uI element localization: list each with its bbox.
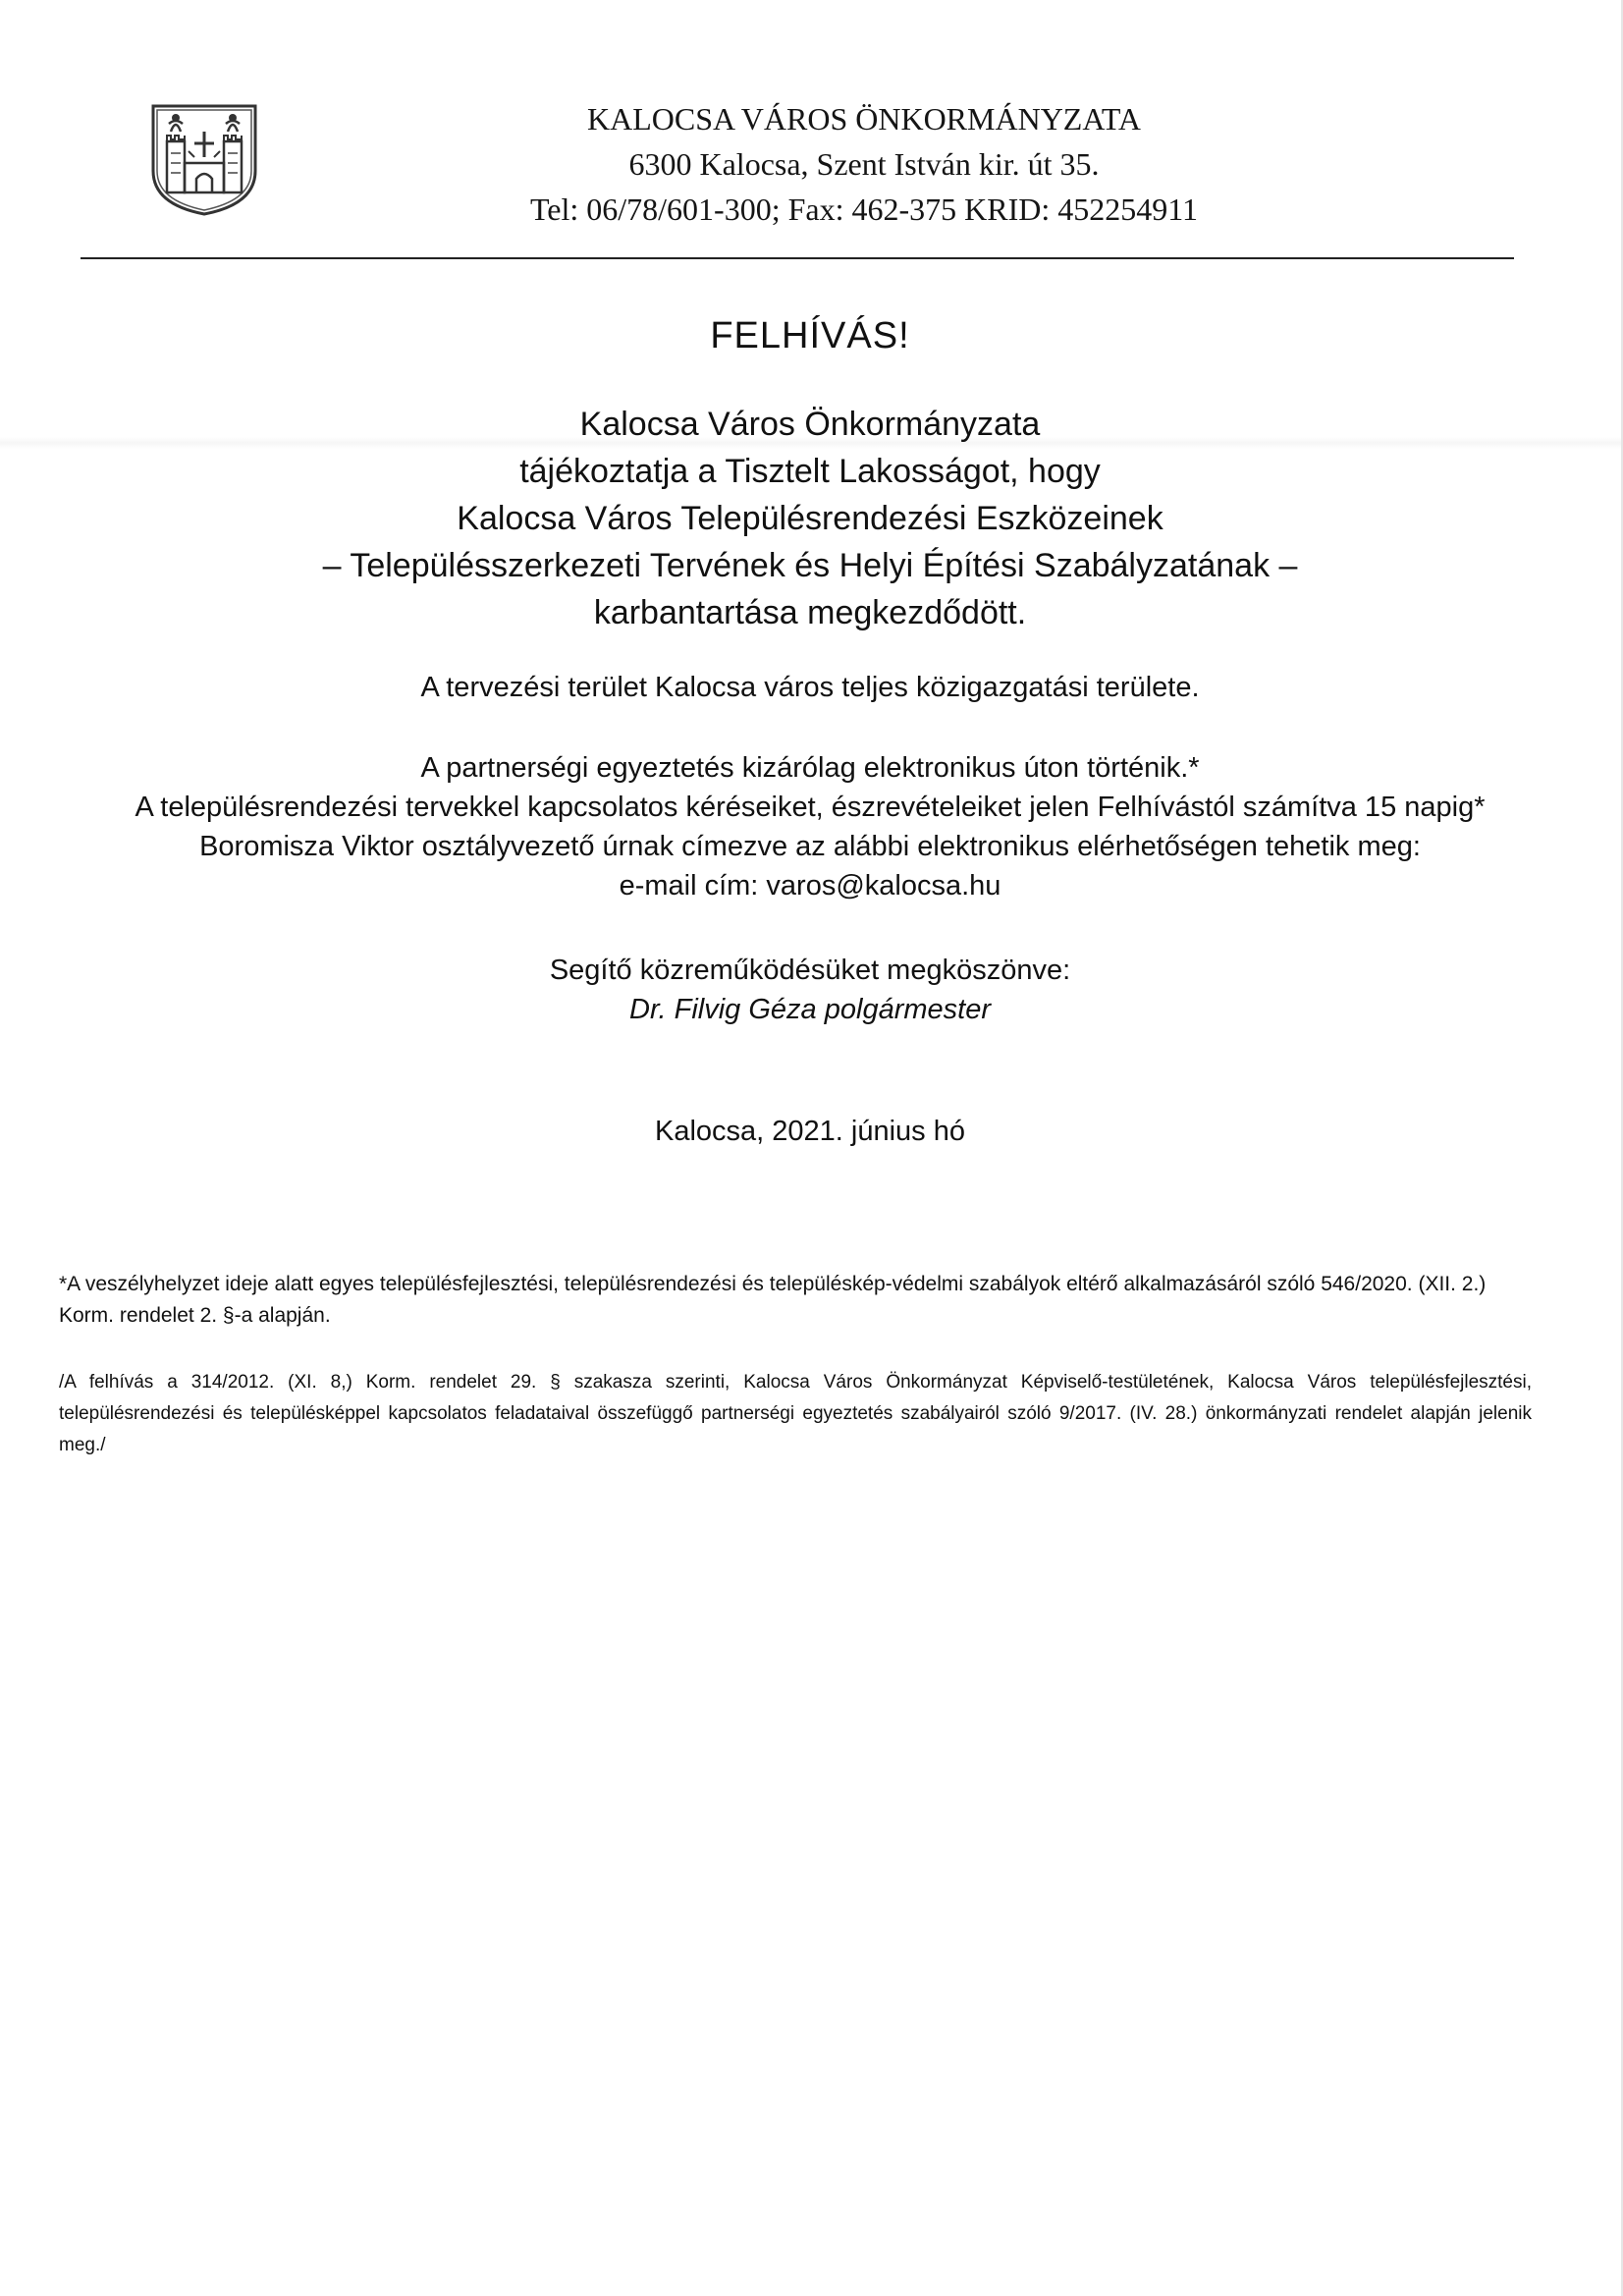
closing-block xyxy=(59,951,1561,1029)
closing-thanks: Segítő közreműködésüket megköszönve: xyxy=(549,955,1071,986)
partnership-line: A partnerségi egyeztetés kizárólag elektronikus úton történik.* xyxy=(420,752,1200,784)
partnership-line: Boromisza Viktor osztályvezető úrnak címezve az alábbi elektronikus elérhetőségen tehetik meg: xyxy=(199,831,1421,862)
city-coat-of-arms-icon xyxy=(149,102,259,218)
announcement-line: Kalocsa Város Önkormányzata xyxy=(579,406,1041,443)
announcement-line: karbantartása megkezdődött. xyxy=(593,594,1027,631)
announcement-line: – Településszerkezeti Tervének és Helyi Építési Szabályzatának – xyxy=(322,547,1298,584)
letterhead-divider xyxy=(81,257,1514,259)
partnership-email-line: e-mail cím: varos@kalocsa.hu xyxy=(619,870,1001,902)
footnote-legal-basis: /A felhívás a 314/2012. (XI. 8,) Korm. rendelet 29. § szakasza szerinti, Kalocsa Város Önkormányzat Képviselő-testületének, Kalocsa Város településfejlesztési, településrendezési és településképpel kapcsolatos feladataival összefüggő partnerségi egyeztetés szabályairól szóló 9/2017. (IV. 28.) önkormányzati rendelet alapján jelenik meg./ xyxy=(59,1372,1532,1455)
announcement-line: tájékoztatja a Tisztelt Lakosságot, hogy xyxy=(519,453,1101,490)
announcement-line: Kalocsa Város Településrendezési Eszközeinek xyxy=(457,500,1163,537)
document-title: FELHÍVÁS! xyxy=(710,315,910,356)
organization-contact: Tel: 06/78/601-300; Fax: 462-375 KRID: 452254911 xyxy=(529,191,1199,227)
letterhead xyxy=(373,96,1355,232)
footnote-emergency: *A veszélyhelyzet ideje alatt egyes településfejlesztési, településrendezési és településkép-védelmi szabályok eltérő alkalmazásáról szóló 546/2020. (XII. 2.) Korm. rendelet 2. §-a alapján. xyxy=(59,1273,1487,1327)
partnership-line: A településrendezési tervekkel kapcsolatos kéréseiket, észrevételeiket jelen Felhívástól számítva 15 napig* xyxy=(135,792,1486,823)
dateline: Kalocsa, 2021. június hó xyxy=(655,1116,965,1147)
signer-name: Dr. Filvig Géza polgármester xyxy=(629,994,991,1025)
organization-name: KALOCSA VÁROS ÖNKORMÁNYZATA xyxy=(586,101,1141,137)
organization-address: 6300 Kalocsa, Szent István kir. út 35. xyxy=(628,146,1100,182)
planning-area-statement: A tervezési terület Kalocsa város teljes közigazgatási területe. xyxy=(420,672,1200,703)
partnership-block xyxy=(59,748,1561,905)
announcement-block xyxy=(59,401,1561,636)
